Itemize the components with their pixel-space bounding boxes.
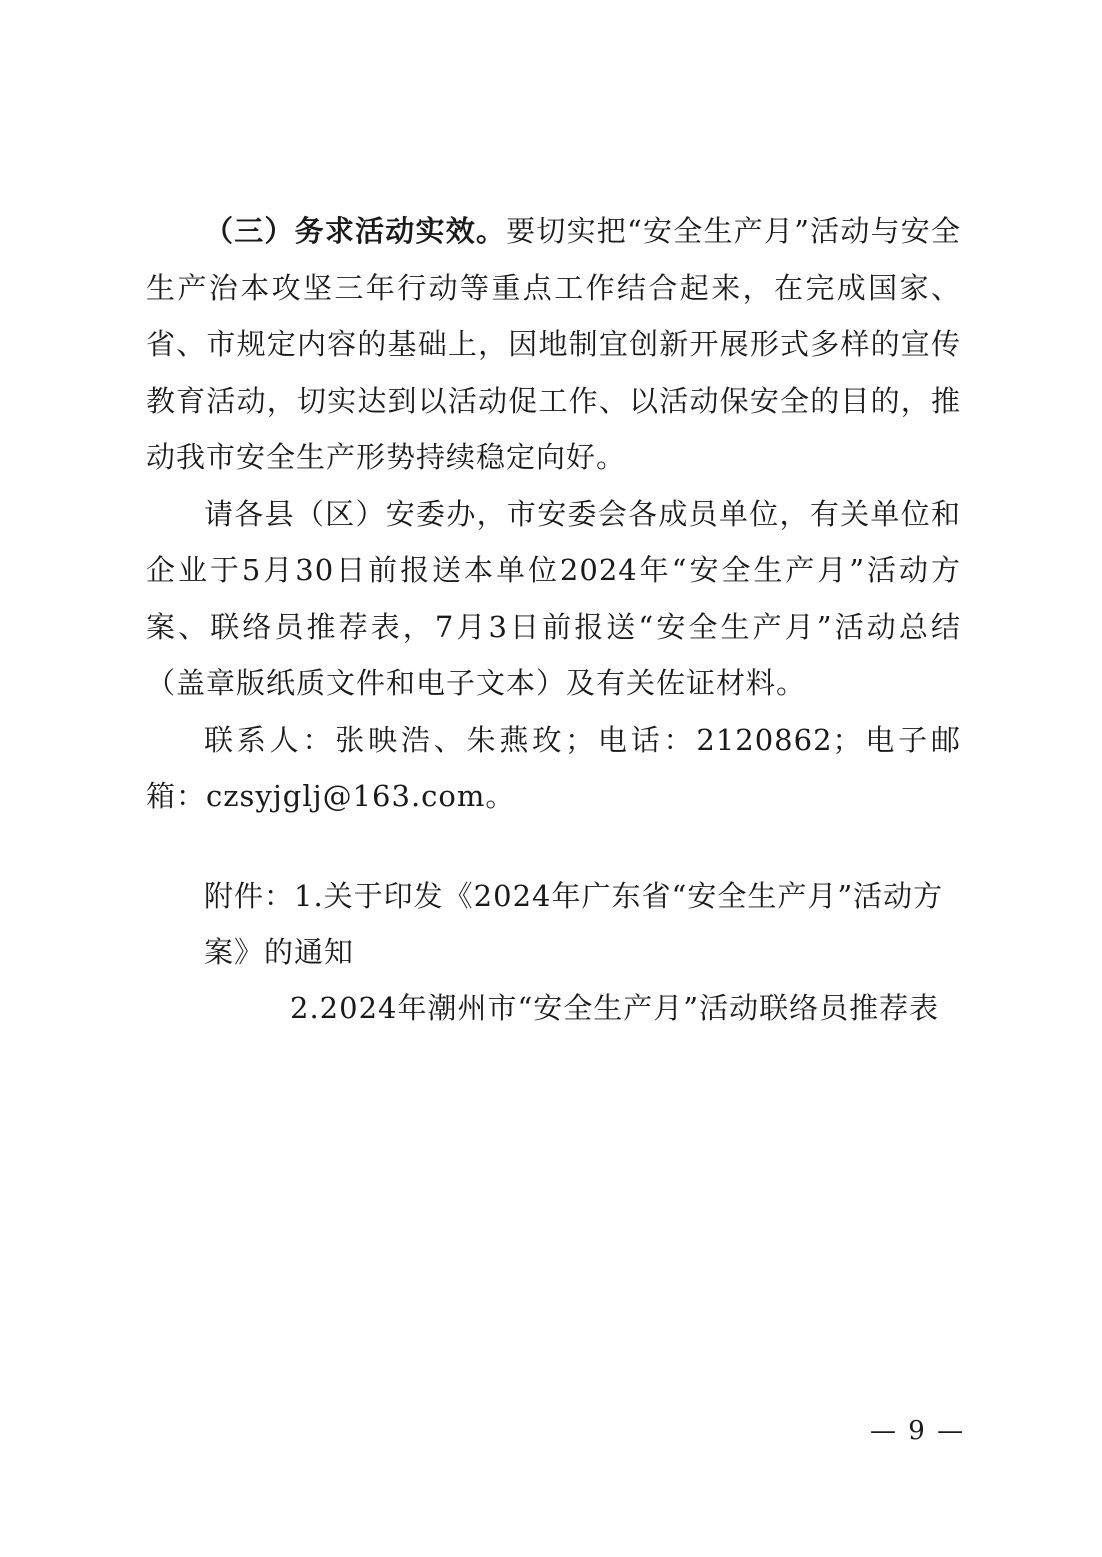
attachments-section: [204, 868, 944, 1065]
paragraph-submission-request: 请各县（区）安委办，市安委会各成员单位，有关单位和企业于5月30日前报送本单位2024年“安全生产月”活动方案、联络员推荐表，7月3日前报送“安全生产月”活动总结（盖章版纸质文件和电子文本）及有关佐证材料。: [146, 496, 961, 700]
attachment-item-1-title: 1.关于印发《2024年广东省“安全生产月”活动方: [294, 879, 944, 913]
paragraph-contact-info: 联系人：张映浩、朱燕玫；电话：2120862；电子邮箱：czsyjglj@163.com。: [146, 722, 961, 813]
paragraph-body: 要切实把“安全生产月”活动与安全生产治本攻坚三年行动等重点工作结合起来，在完成国家、省、市规定内容的基础上，因地制宜创新开展形式多样的宣传教育活动，切实达到以活动促工作、以活动保安全的目的，推动我市安全生产形势持续稳定向好。: [146, 214, 961, 474]
paragraph-lead-heading: （三）务求活动实效。: [204, 214, 507, 248]
attachments-label: 附件：: [204, 879, 295, 913]
attachment-item-1-line-2: 案》的通知: [204, 935, 355, 969]
attachment-item-2: 2.2024年潮州市“安全生产月”活动联络员推荐表: [290, 991, 940, 1025]
page-number: — 9 —: [870, 1416, 966, 1446]
paragraph-work-effectiveness: [146, 203, 961, 486]
attachment-item-1-line-1: [204, 868, 944, 924]
body-text: [146, 203, 961, 825]
